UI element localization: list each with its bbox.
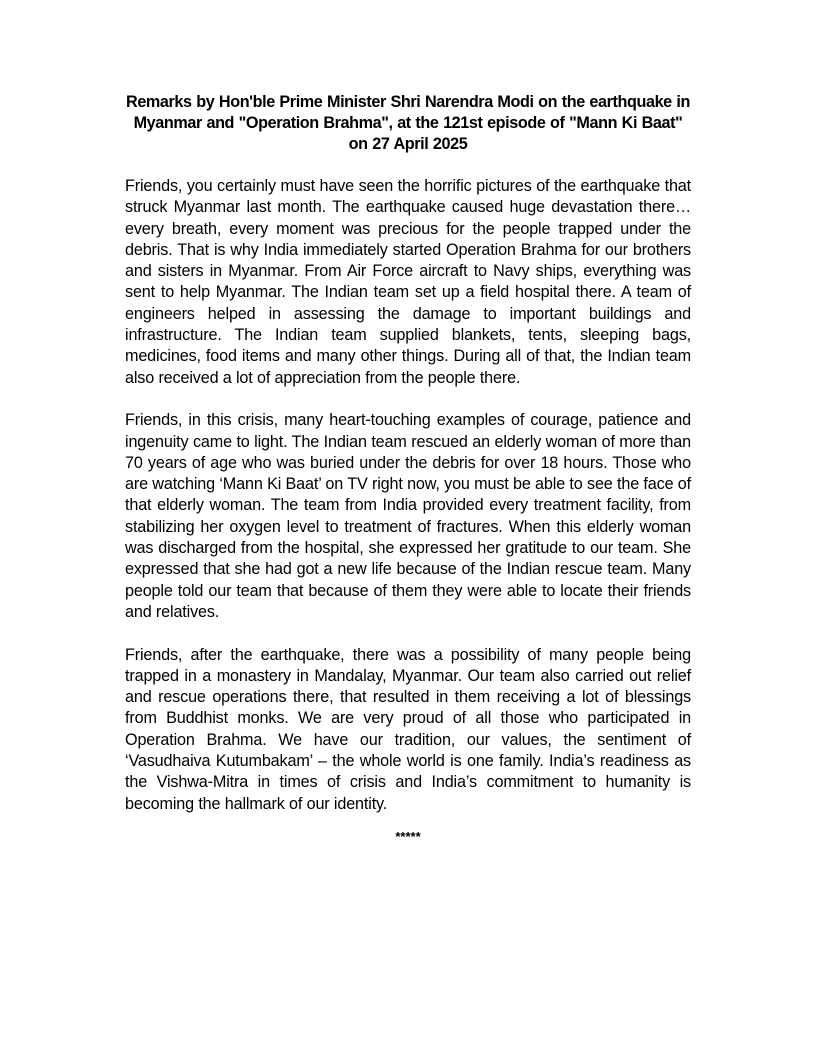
paragraph-1: Friends, you certainly must have seen the horrific pictures of the earthquake that struck Myanmar last month. The earthquake caused huge devastation there… every breath, every moment was precious for the people trapped under the debris. That is why India immediately started Operation Brahma for our brothers and sisters in Myanmar. From Air Force aircraft to Navy ships, everything was sent to help Myanmar. The Indian team set up a field hospital there. A team of engineers helped in assessing the damage to important buildings and infrastructure. The Indian team supplied blankets, tents, sleeping bags, medicines, food items and many other things. During all of that, the Indian team also received a lot of appreciation from the people there. [125,177,691,387]
paragraph-2: Friends, in this crisis, many heart-touching examples of courage, patience and ingenuity came to light. The Indian team rescued an elderly woman of more than 70 years of age who was buried under the debris for over 18 hours. Those who are watching ‘Mann Ki Baat’ on TV right now, you must be able to see the face of that elderly woman. The team from India provided every treatment facility, from stabilizing her oxygen level to treatment of fractures. When this elderly woman was discharged from the hospital, she expressed her gratitude to our team. She expressed that she had got a new life because of the Indian rescue team. Many people told our team that because of them they were able to locate their friends and relatives. [125,411,691,621]
paragraph-3: Friends, after the earthquake, there was a possibility of many people being trapped in a monastery in Mandalay, Myanmar. Our team also carried out relief and rescue operations there, that resulted in them receiving a lot of blessings from Buddhist monks. We are very proud of all those who participated in Operation Brahma. We have our tradition, our values, the sentiment of ‘Vasudhaiva Kutumbakam’ – the whole world is one family. India’s readiness as the Vishwa-Mitra in times of crisis and India’s commitment to humanity is becoming the hallmark of our identity. [125,645,691,813]
document-page [125,92,691,847]
document-title: Remarks by Hon'ble Prime Minister Shri Narendra Modi on the earthquake in Myanmar and "Operation Brahma", at the 121st episode of "Mann Ki Baat" on 27 April 2025 [126,93,690,153]
end-mark: ***** [395,828,421,844]
